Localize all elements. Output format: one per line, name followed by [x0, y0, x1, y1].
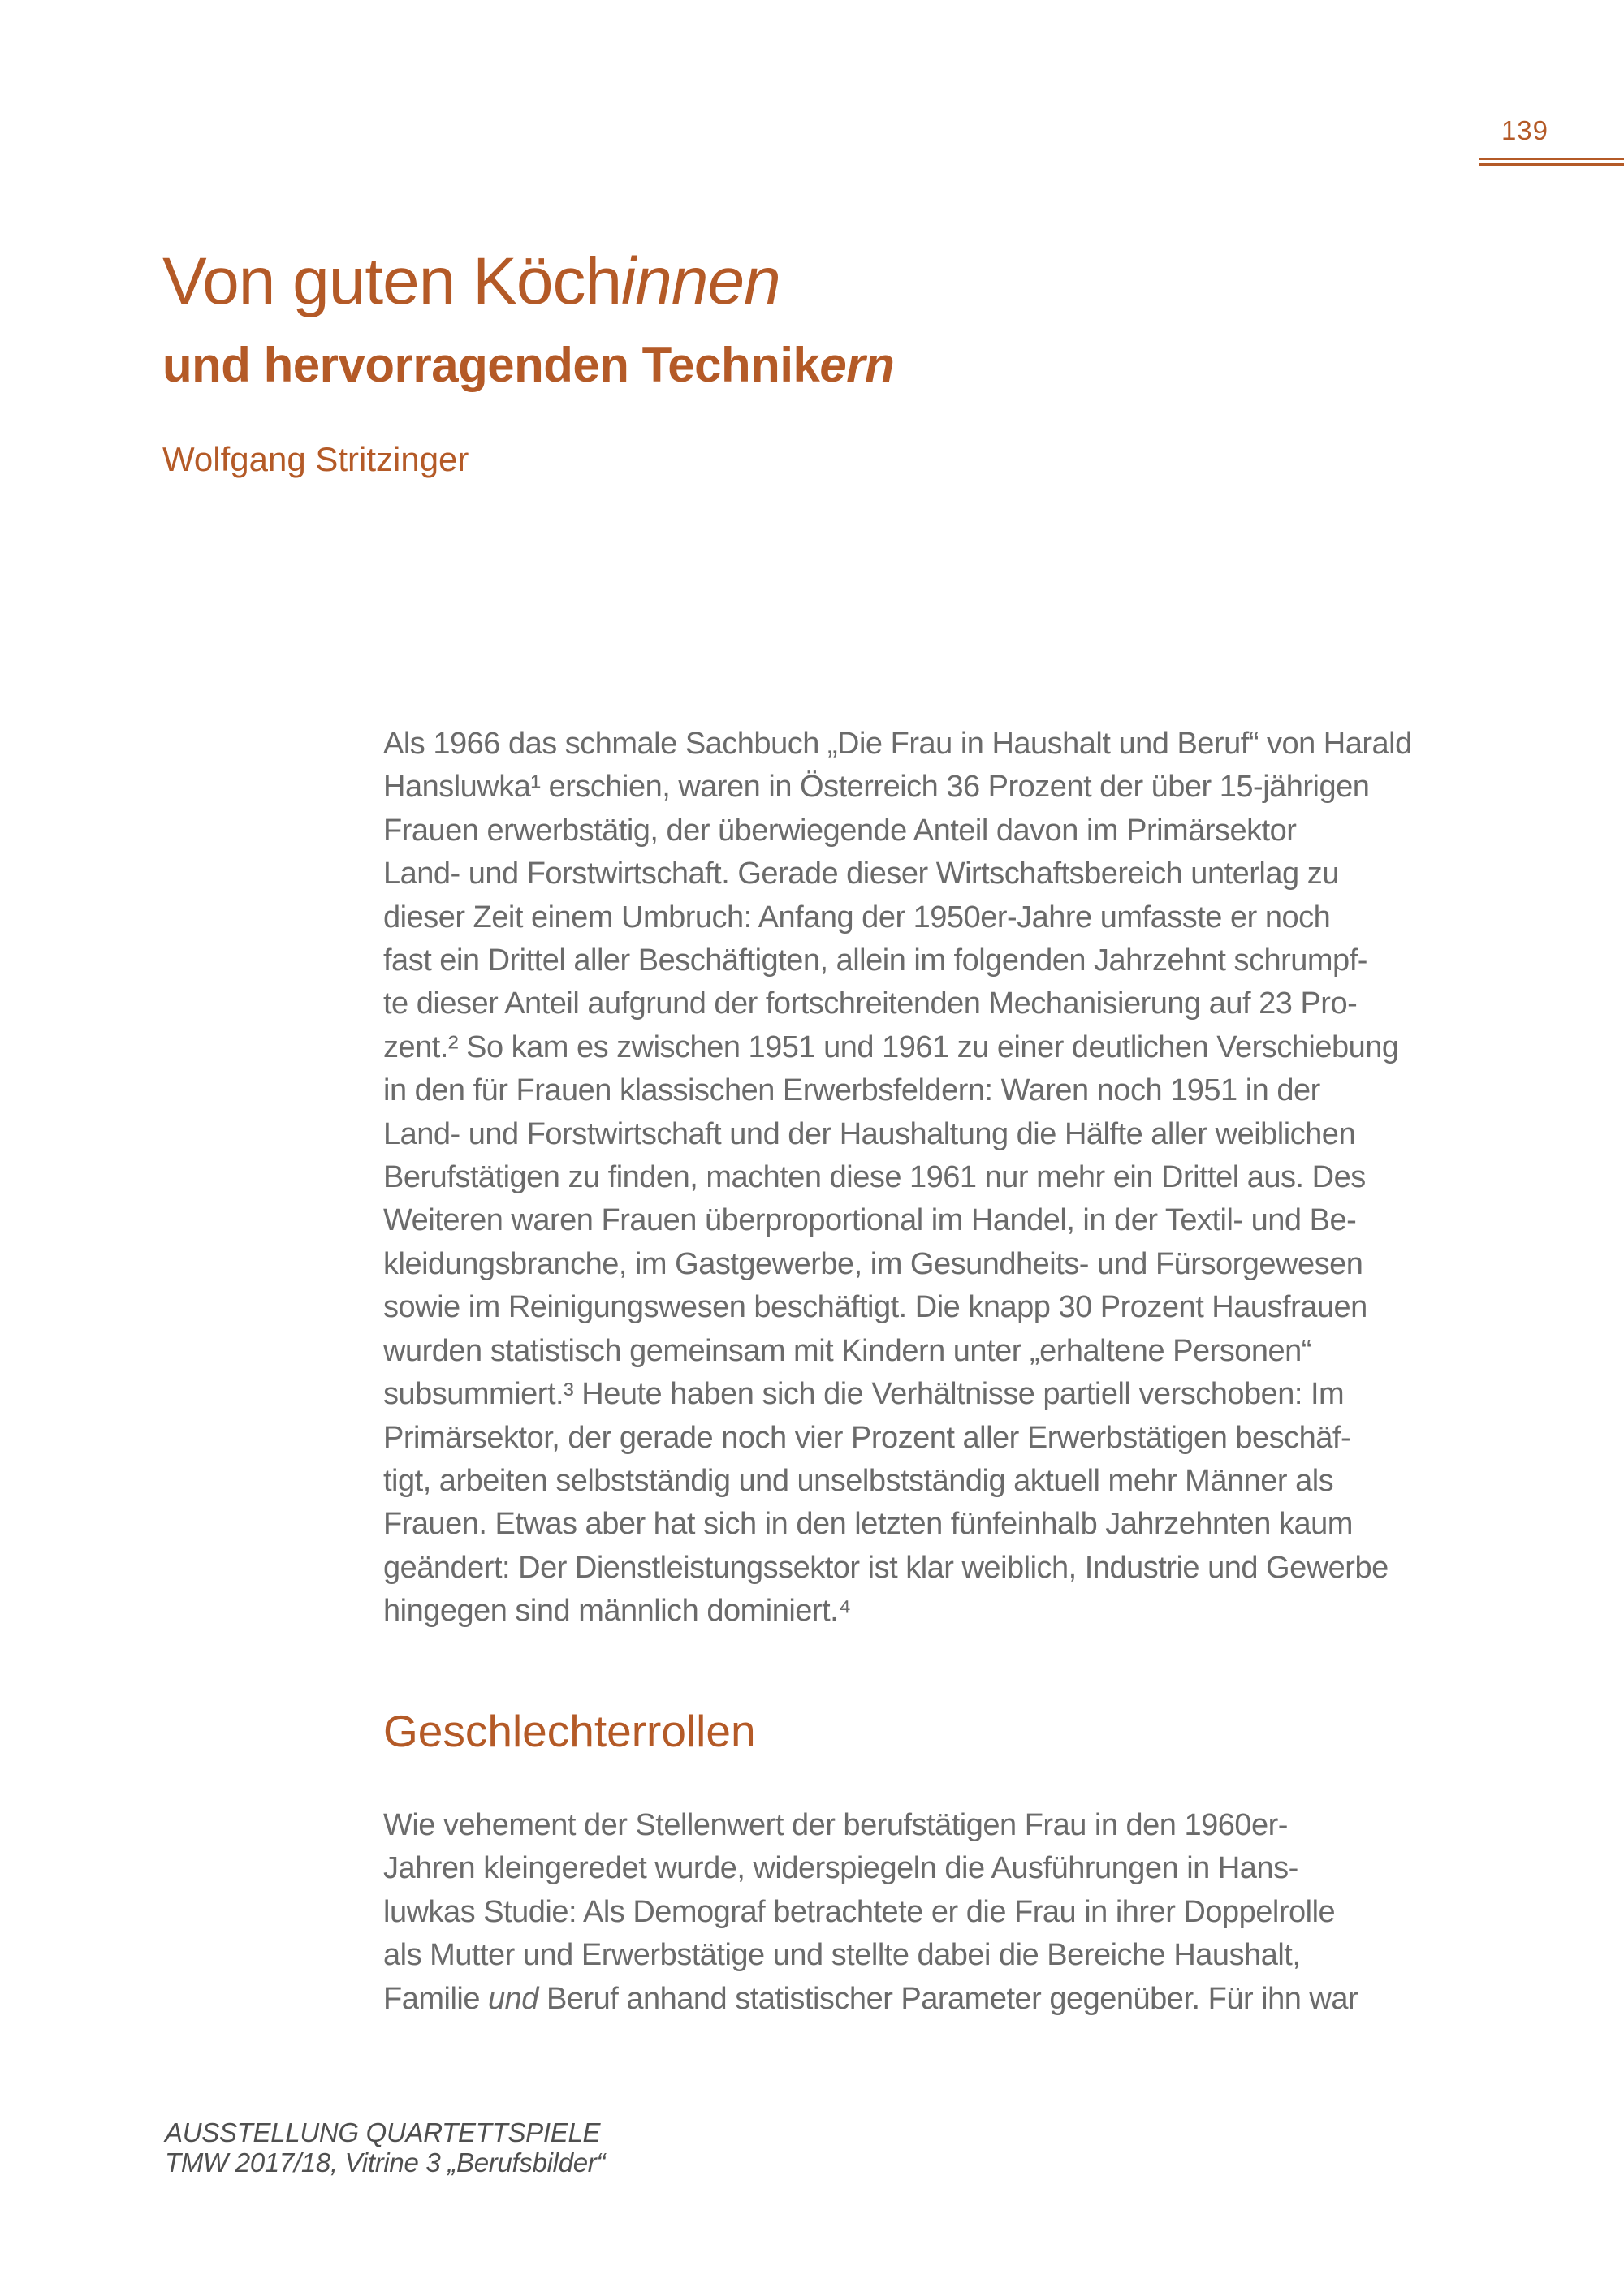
paragraph-2 — [383, 1804, 1463, 2021]
text-line: Frauen erwerbstätig, der überwiegende Anteil davon im Primärsektor — [383, 813, 1297, 848]
header-double-rule — [1479, 158, 1624, 166]
text-line: Berufstätigen zu finden, machten diese 1961 nur mehr ein Drittel aus. Des — [383, 1160, 1366, 1195]
footer-exhibition-line: AUSSTELLUNG QUARTETTSPIELE — [165, 2117, 601, 2147]
last-line-after: Beruf anhand statistischer Parameter gegenüber. Für ihn war — [538, 1981, 1358, 2016]
paragraph-1 — [383, 723, 1463, 1634]
footer-museum-line: TMW 2017/18, Vitrine 3 „Berufsbilder“ — [165, 2147, 606, 2178]
text-line: Hansluwka¹ erschien, waren in Österreich 36 Prozent der über 15-jährigen — [383, 770, 1370, 805]
text-line: Wie vehement der Stellenwert der berufstätigen Frau in den 1960er- — [383, 1808, 1288, 1842]
text-line: Als 1966 das schmale Sachbuch „Die Frau in Haushalt und Beruf“ von Harald — [383, 727, 1412, 761]
text-line: dieser Zeit einem Umbruch: Anfang der 1950er-Jahre umfasste er noch — [383, 900, 1331, 934]
text-line: te dieser Anteil aufgrund der fortschreitenden Mechanisierung auf 23 Pro- — [383, 986, 1358, 1021]
text-line: kleidungsbranche, im Gastgewerbe, im Gesundheits- und Fürsorgewesen — [383, 1246, 1363, 1281]
text-line: als Mutter und Erwerbstätige und stellte dabei die Bereiche Haushalt, — [383, 1938, 1301, 1973]
page-number: 139 — [1501, 115, 1548, 145]
last-line-before: Familie — [383, 1981, 489, 2016]
text-line: fast ein Drittel aller Beschäftigten, allein im folgenden Jahrzehnt schrumpf- — [383, 943, 1367, 978]
text-line: Land- und Forstwirtschaft und der Haushaltung die Hälfte aller weiblichen — [383, 1116, 1356, 1151]
text-line: Jahren kleingeredet wurde, widerspiegeln die Ausführungen in Hans- — [383, 1851, 1298, 1886]
text-line: sowie im Reinigungswesen beschäftigt. Die knapp 30 Prozent Hausfrauen — [383, 1290, 1367, 1325]
text-line: hingegen sind männlich dominiert.⁴ — [383, 1594, 852, 1629]
text-line: Weiteren waren Frauen überproportional im Handel, in der Textil- und Be- — [383, 1203, 1357, 1238]
page-footer — [165, 2117, 605, 2178]
article-subtitle-italic-suffix: ern — [819, 338, 895, 392]
text-line: tigt, arbeiten selbstständig und unselbstständig aktuell mehr Männer als — [383, 1463, 1334, 1498]
paragraph-2-last-line — [383, 1978, 1463, 2021]
text-line: Primärsektor, der gerade noch vier Prozent aller Erwerbstätigen beschäf- — [383, 1420, 1351, 1455]
text-line: subsummiert.³ Heute haben sich die Verhältnisse partiell verschoben: Im — [383, 1377, 1345, 1412]
article-title — [162, 244, 780, 318]
text-line: in den für Frauen klassischen Erwerbsfeldern: Waren noch 1951 in der — [383, 1073, 1320, 1108]
paragraph-2-lines — [383, 1804, 1463, 1978]
article-title-italic-suffix: innen — [621, 244, 780, 318]
text-line: luwkas Studie: Als Demograf betrachtete er die Frau in ihrer Doppelrolle — [383, 1894, 1336, 1929]
article-author: Wolfgang Stritzinger — [162, 440, 469, 478]
article-subtitle — [162, 338, 895, 392]
text-line: zent.² So kam es zwischen 1951 und 1961 zu einer deutlichen Verschiebung — [383, 1029, 1399, 1064]
text-line: Frauen. Etwas aber hat sich in den letzten fünfeinhalb Jahrzehnten kaum — [383, 1507, 1353, 1542]
article-title-regular: Von guten Köch — [162, 244, 622, 318]
section-heading: Geschlechterrollen — [383, 1706, 756, 1756]
text-line: Land- und Forstwirtschaft. Gerade dieser Wirtschaftsbereich unterlag zu — [383, 857, 1339, 891]
article-subtitle-regular: und hervorragenden Technik — [162, 338, 820, 392]
last-line-emphasis: und — [488, 1981, 538, 2016]
text-line: wurden statistisch gemeinsam mit Kindern unter „erhaltene Personen“ — [383, 1333, 1311, 1368]
text-line: geändert: Der Dienstleistungssektor ist klar weiblich, Industrie und Gewerbe — [383, 1550, 1389, 1585]
